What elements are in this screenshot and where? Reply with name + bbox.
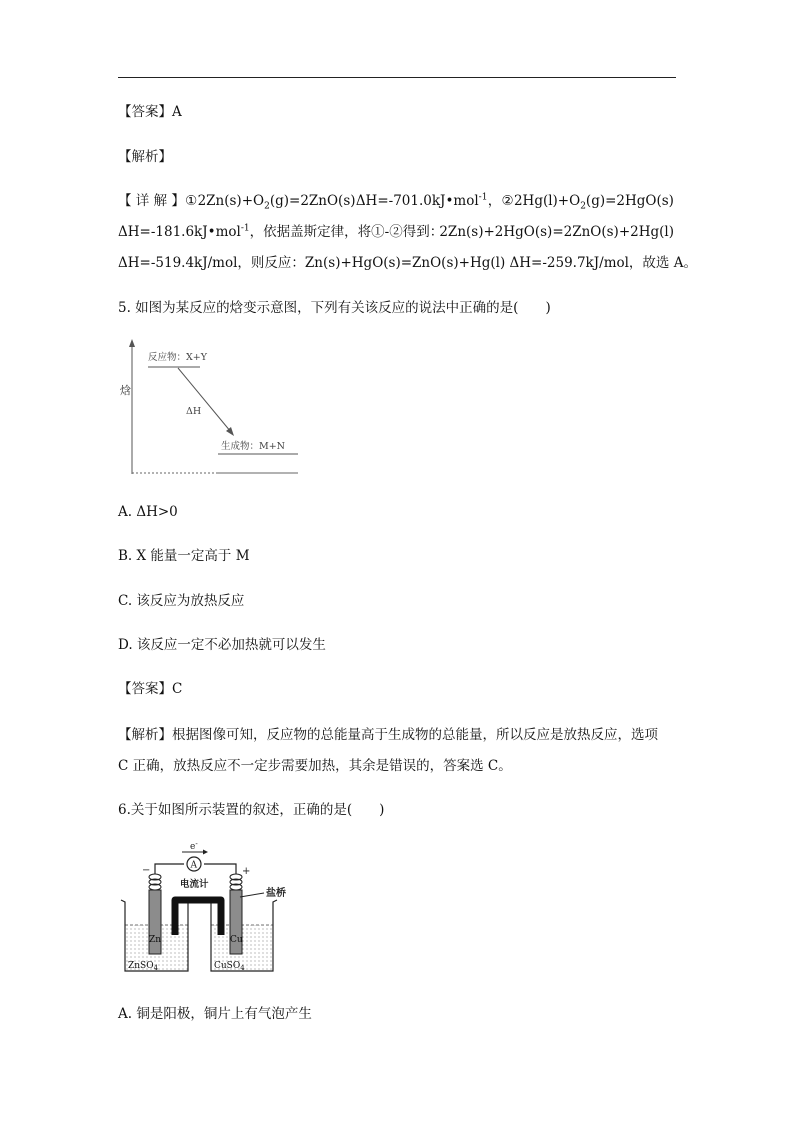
delta-h-label: ΔH [186,406,202,417]
salt-bridge-pointer [240,893,264,897]
q4-answer: 【答案】A [118,104,182,120]
reactant-label: 反应物：X+Y [148,352,207,363]
wire-left [155,864,184,874]
q5-option-d: D. 该反应一定不必加热就可以发生 [118,637,326,653]
ammeter-label: 电流计 [180,879,209,890]
zinc-label: Zn [149,935,162,945]
eq2: $2Hg(l)+O_2(g)=2HgO(s)$ [513,193,674,212]
minus-sign: − [142,865,151,876]
eq1: $2Zn(s)+O_2(g)=2ZnO(s)$ [197,193,356,212]
right-solution-label: CuSO$_4$ [214,961,245,972]
eq1-dh: ΔH=-701.0kJ•mol$^{-1}$ [355,192,488,209]
q5-answer: 【答案】C [118,681,183,697]
comma: ， [487,193,502,209]
wire-right [204,864,236,874]
q4-detail-line-2: ΔH=-181.6kJ•mol$^{-1}$，依据盖斯定律，将①-②得到： 2Zn(s)+2HgO(s)=2ZnO(s)+2Hg(l) [118,223,674,240]
q5-option-c: C. 该反应为放热反应 [118,593,245,609]
q4-analysis-label: 【解析】 [118,149,172,165]
copper-label: Cu [230,935,243,945]
electron-label: e- [190,840,198,852]
eq2-num: ② [501,193,514,209]
q4-detail-line-3: ΔH=-519.4kJ/mol，则反应：Zn(s)+HgO(s)=ZnO(s)+Hg(l) ΔH=-259.7kJ/mol，故选 A。 [118,255,697,271]
q6-option-a: A. 铜是阳极，铜片上有气泡产生 [118,1006,312,1022]
galvanic-cell-diagram [118,840,308,976]
left-solution-label: ZnSO$_4$ [128,961,159,972]
q4-detail-line-1 [118,192,674,210]
q5-analysis-1: 【解析】根据图像可知，反应物的总能量高于生成物的总能量，所以反应是放热反应，选项 [118,727,658,743]
q5-option-b: B. X 能量一定高于 M [118,548,250,564]
enthalpy-diagram [118,336,302,478]
q5-option-a: A. ΔH>0 [118,504,178,520]
plus-sign: + [242,866,251,877]
detail-label: 【 详 解 】 [118,193,185,209]
q5-stem: 5. 如图为某反应的焓变示意图，下列有关该反应的说法中正确的是( ) [118,300,551,316]
delta-h-arrow [178,368,231,432]
q5-analysis-2: C 正确，放热反应不一定步需要加热，其余是错误的，答案选 C。 [118,758,512,774]
ammeter-symbol: A [190,860,197,871]
y-axis-label: 焓 [120,384,131,397]
delta-h-arrowhead [226,427,234,436]
electron-arrowhead [203,850,208,855]
product-label: 生成物：M+N [221,441,285,452]
salt-bridge-label: 盐桥 [266,888,286,899]
eq1-num: ① [185,193,198,209]
y-axis-arrow [129,339,135,347]
q6-stem: 6.关于如图所示装置的叙述，正确的是( ) [118,802,385,818]
header-rule [118,77,676,78]
